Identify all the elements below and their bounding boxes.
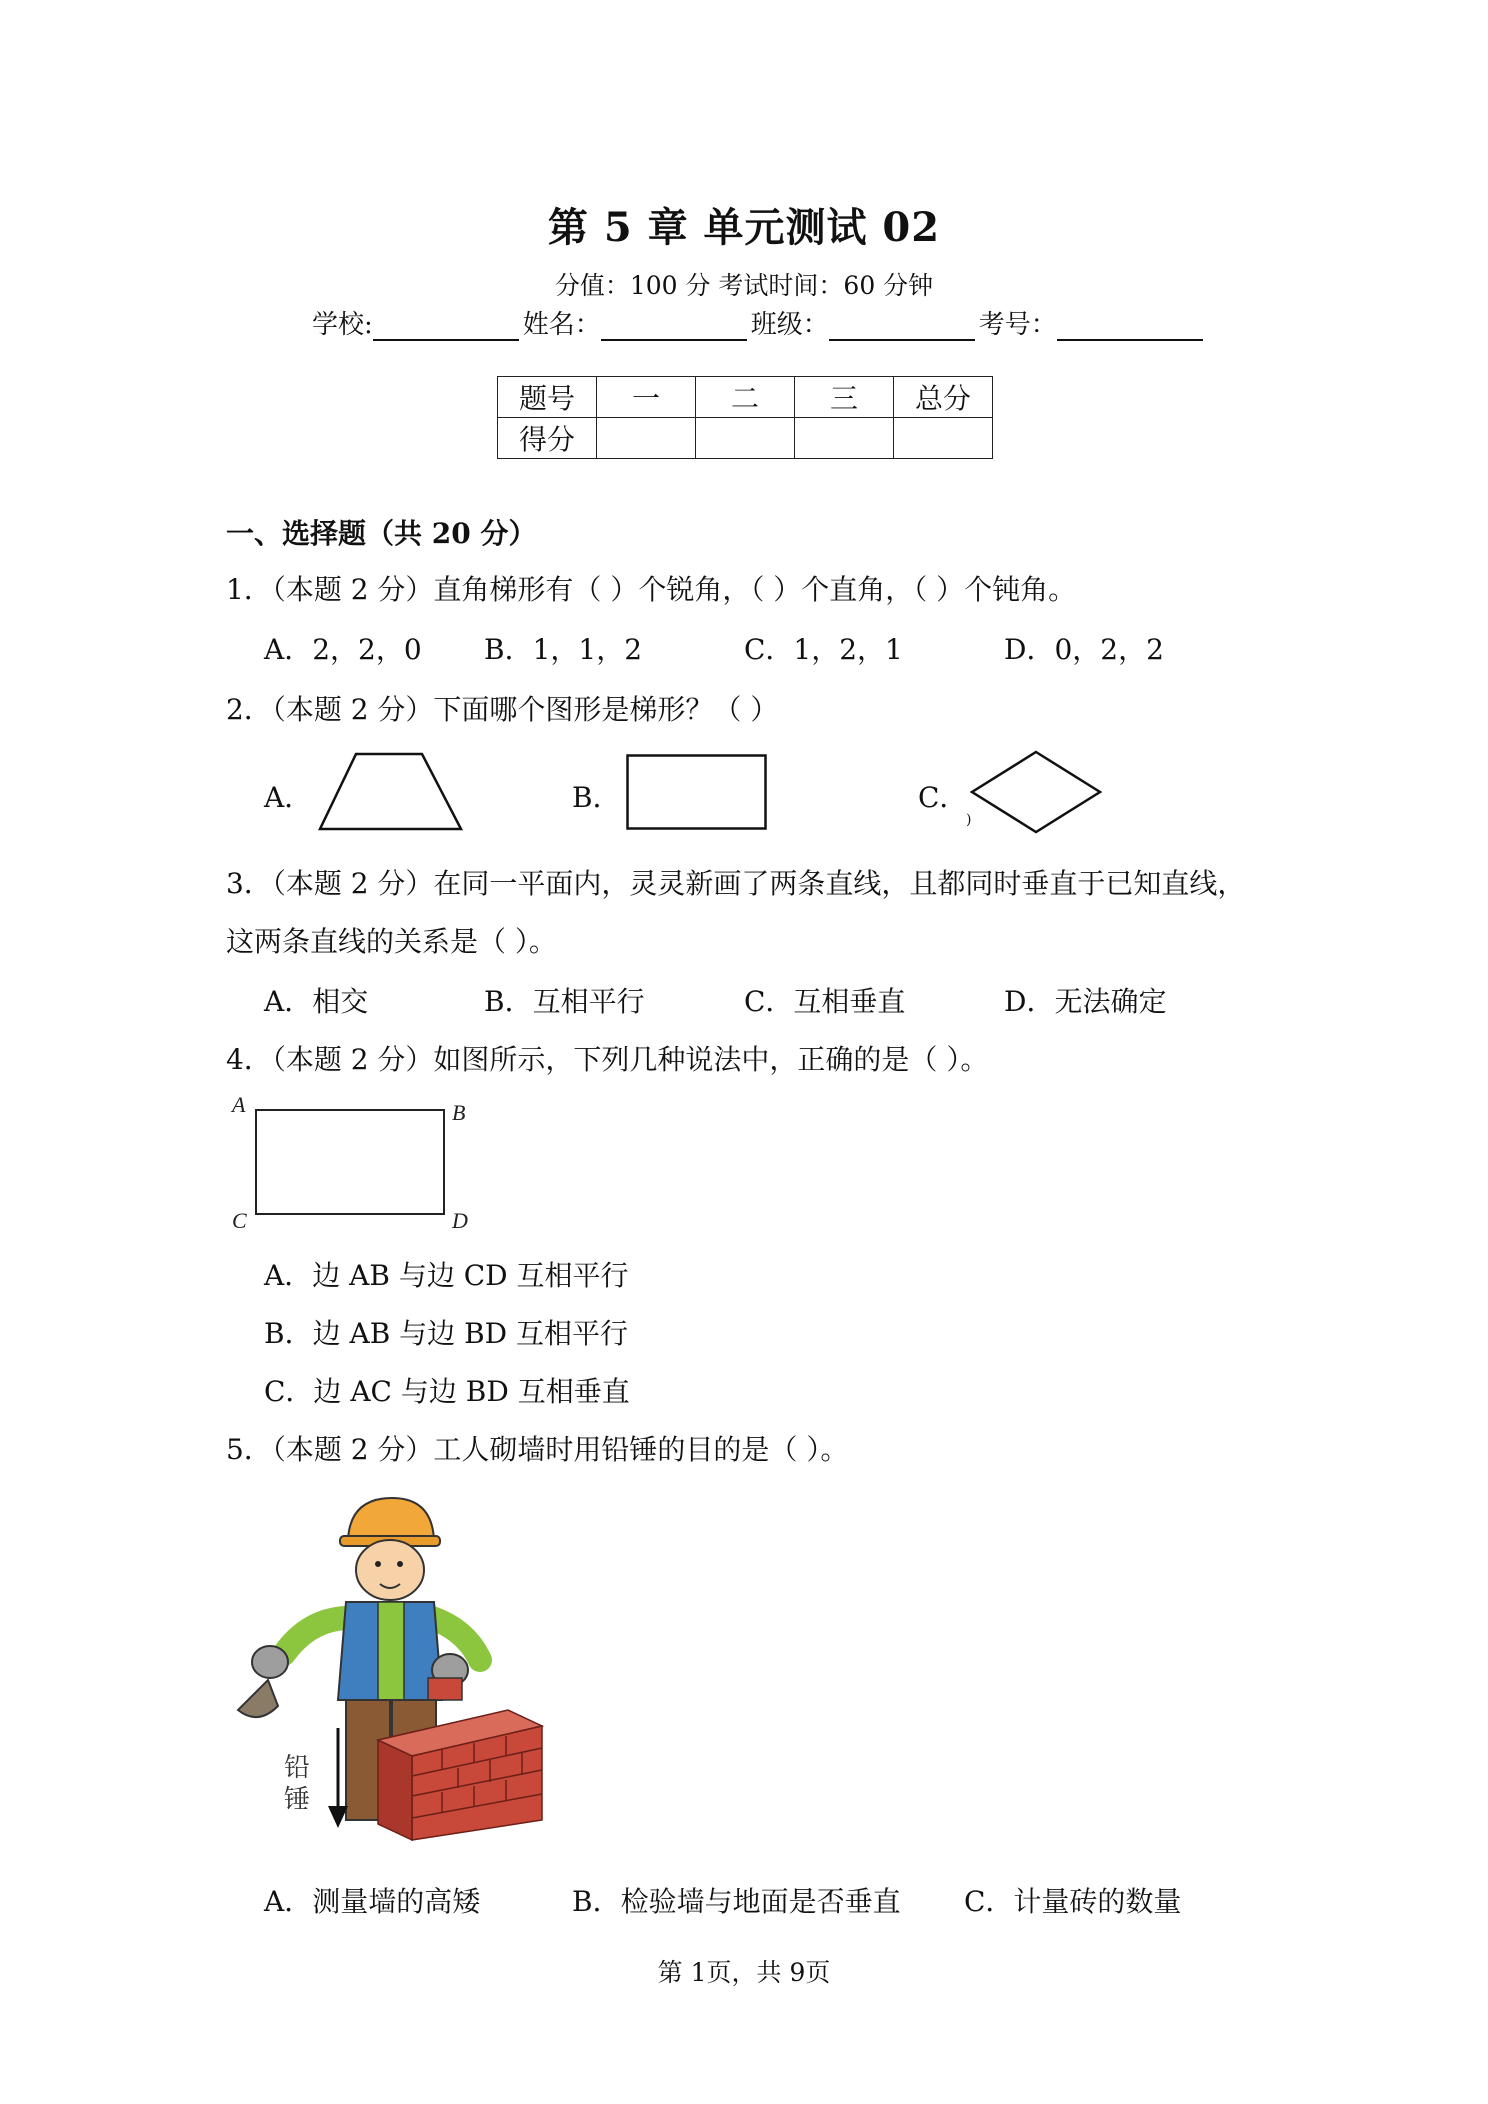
score-input-cell[interactable] xyxy=(894,418,993,459)
class-field[interactable] xyxy=(829,311,975,341)
page-footer: 第 1页，共 9页 xyxy=(657,1958,831,1987)
q3-option-d: D．无法确定 xyxy=(1004,985,1167,1018)
bricklayer-illustration xyxy=(228,1490,548,1840)
question-2-stem: 2．（本题 2 分）下面哪个图形是梯形？（ ） xyxy=(226,693,779,726)
score-cell: 题号 xyxy=(498,377,597,418)
q3-option-b: B．互相平行 xyxy=(484,985,645,1018)
score-table xyxy=(497,376,993,459)
school-field[interactable] xyxy=(373,311,519,341)
class-label: 班级： xyxy=(750,310,829,340)
name-label: 姓名： xyxy=(522,310,601,340)
score-table-header-row xyxy=(498,377,993,418)
school-label: 学校: xyxy=(312,310,373,340)
q3-option-c: C．互相垂直 xyxy=(744,985,906,1018)
page-title: 第 5 章 单元测试 02 xyxy=(547,204,941,251)
question-3-stem-line1: 3．（本题 2 分）在同一平面内，灵灵新画了两条直线，且都同时垂直于已知直线， xyxy=(226,867,1246,900)
score-cell: 二 xyxy=(696,377,795,418)
score-cell: 一 xyxy=(597,377,696,418)
trapezoid-figure xyxy=(318,752,468,832)
rhombus-figure xyxy=(970,750,1102,836)
vertex-label-a: A xyxy=(232,1092,246,1117)
section-heading: 一、选择题（共 20 分） xyxy=(226,517,537,550)
exam-meta: 分值：100 分 考试时间：60 分钟 xyxy=(554,271,934,300)
q5-option-a: A．测量墙的高矮 xyxy=(264,1885,481,1918)
score-input-cell[interactable] xyxy=(795,418,894,459)
score-cell: 三 xyxy=(795,377,894,418)
rectangle-abcd-figure xyxy=(228,1092,488,1232)
question-5-stem: 5．（本题 2 分）工人砌墙时用铅锤的目的是（ ）。 xyxy=(226,1433,849,1466)
score-cell: 总分 xyxy=(894,377,993,418)
score-input-cell[interactable] xyxy=(696,418,795,459)
question-3-stem-line2: 这两条直线的关系是（ ）。 xyxy=(226,925,557,958)
q4-option-a: A．边 AB 与边 CD 互相平行 xyxy=(264,1259,629,1292)
q3-option-a: A．相交 xyxy=(264,985,369,1018)
rectangle-figure xyxy=(626,754,768,832)
student-info-row xyxy=(312,304,1207,341)
plumb-label-char2: 锤 xyxy=(284,1785,311,1815)
vertex-label-b: B xyxy=(452,1100,466,1125)
q1-option-a: A．2，2，0 xyxy=(264,633,422,666)
exam-number-field[interactable] xyxy=(1057,311,1203,341)
question-4-stem: 4．（本题 2 分）如图所示，下列几种说法中，正确的是（ ）。 xyxy=(226,1043,989,1076)
score-input-cell[interactable] xyxy=(597,418,696,459)
q4-option-c: C．边 AC 与边 BD 互相垂直 xyxy=(264,1375,630,1408)
score-cell: 得分 xyxy=(498,418,597,459)
q5-option-b: B．检验墙与地面是否垂直 xyxy=(572,1885,901,1918)
q2-option-b: B． xyxy=(572,781,621,814)
score-table-score-row xyxy=(498,418,993,459)
name-field[interactable] xyxy=(601,311,747,341)
q2-option-c: C． xyxy=(918,781,968,814)
question-1-stem: 1．（本题 2 分）直角梯形有（ ）个锐角，（ ）个直角，（ ）个钝角。 xyxy=(226,573,1077,606)
exam-number-label: 考号： xyxy=(978,310,1057,340)
q4-option-b: B．边 AB 与边 BD 互相平行 xyxy=(264,1317,629,1350)
vertex-label-d: D xyxy=(452,1208,468,1233)
q2-option-a: A． xyxy=(264,781,313,814)
q1-option-b: B．1，1，2 xyxy=(484,633,643,666)
q2-stray-mark: ) xyxy=(966,812,972,828)
q1-option-c: C．1，2，1 xyxy=(744,633,903,666)
plumb-label-char1: 铅 xyxy=(284,1753,311,1783)
q1-option-d: D．0，2，2 xyxy=(1004,633,1164,666)
q5-option-c: C．计量砖的数量 xyxy=(964,1885,1182,1918)
vertex-label-c: C xyxy=(232,1208,247,1233)
